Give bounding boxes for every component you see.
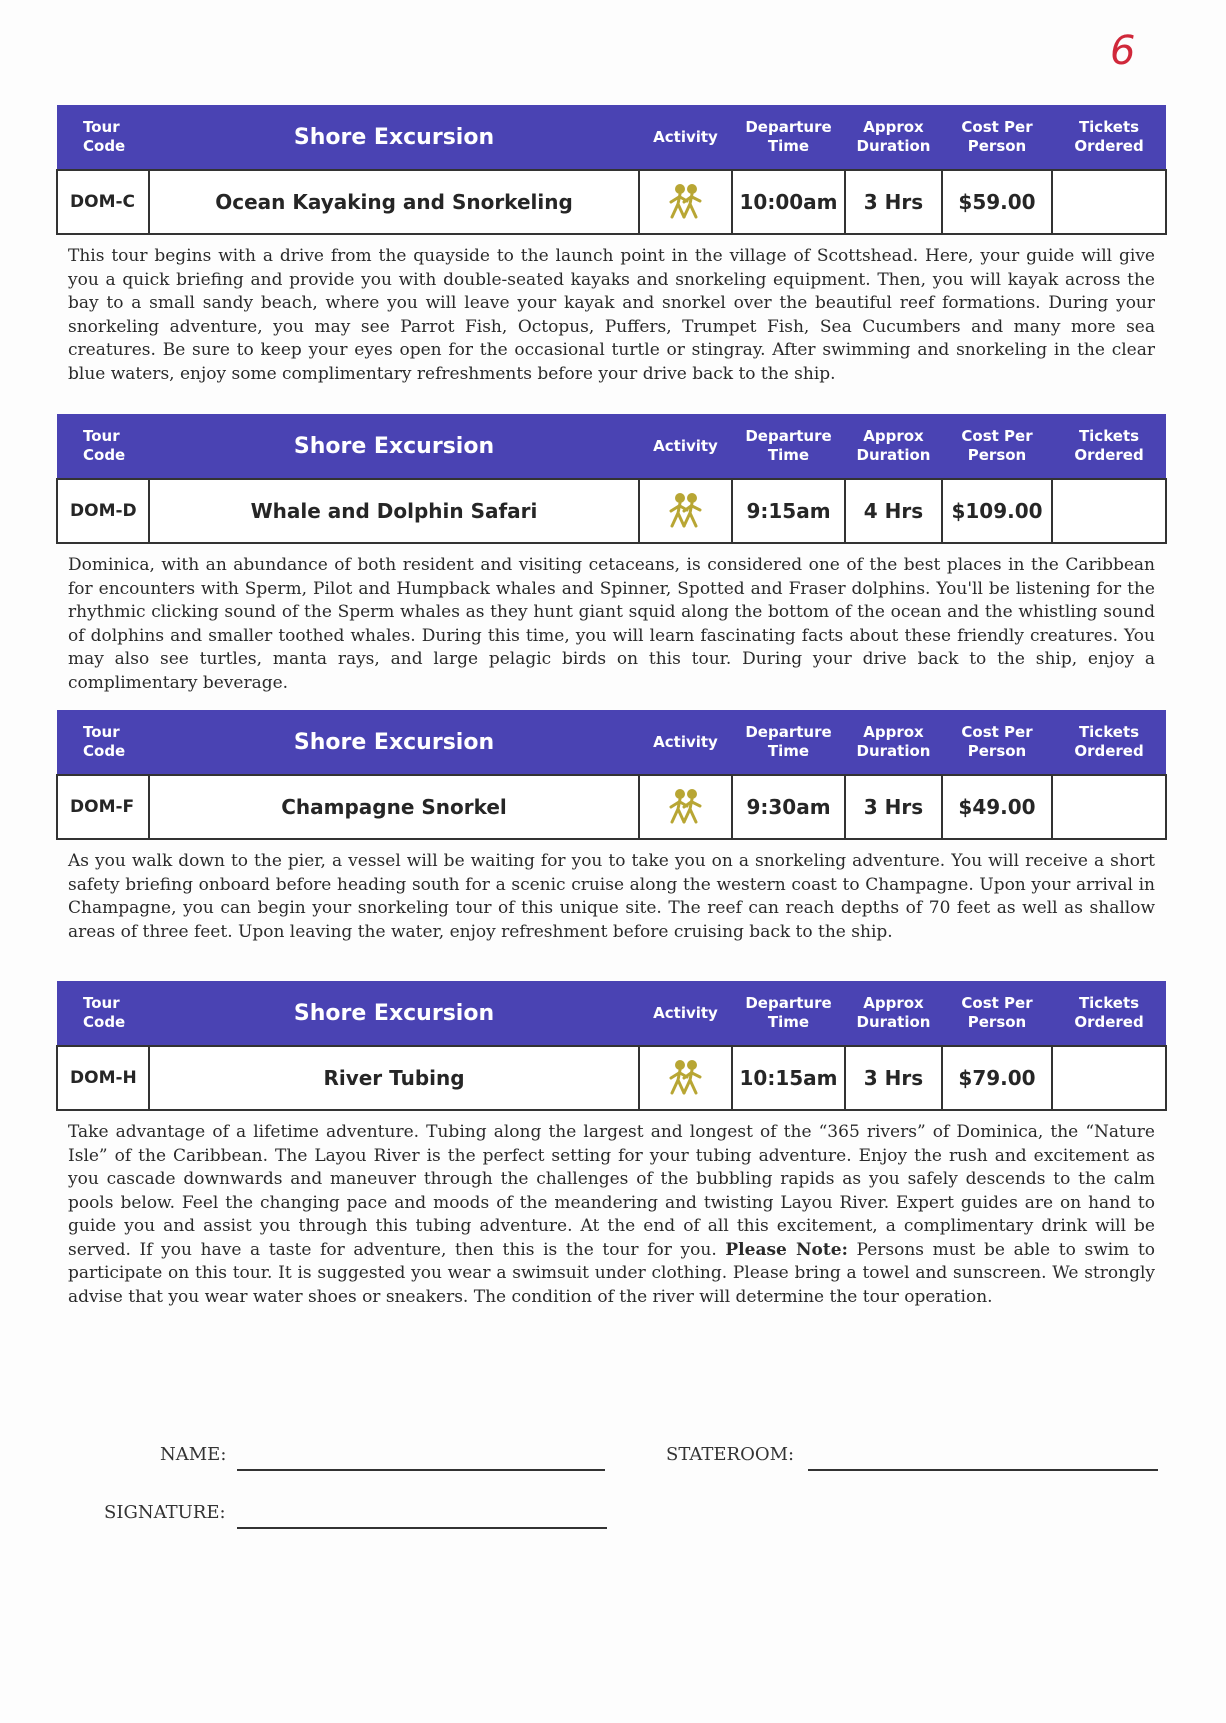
walking-people-icon xyxy=(639,170,732,234)
header-approx-duration: Approx Duration xyxy=(845,105,942,170)
tickets-ordered-field[interactable] xyxy=(1052,170,1166,234)
header-cost-per-person: Cost Per Person xyxy=(942,710,1052,775)
tour-code: DOM-C xyxy=(57,170,149,234)
table-header-row xyxy=(57,105,1166,170)
header-tour-code: Tour Code xyxy=(57,710,149,775)
header-departure-time: Departure Time xyxy=(732,981,845,1046)
tour-block-dom-c xyxy=(56,105,1165,386)
table-header-row xyxy=(57,414,1166,479)
approx-duration: 3 Hrs xyxy=(845,1046,942,1110)
tour-description: This tour begins with a drive from the quayside to the launch point in the village of Scottshead. Here, your guide will give you a quick briefing and provide you with double-seated kayaks and snorkeling equipment. Then, you will kayak across the bay to a small sandy beach, where you will leave your kayak and snorkel over the beautiful reef formations. During your snorkeling adventure, you may see Parrot Fish, Octopus, Puffers, Trumpet Fish, Sea Cucumbers and many more sea creatures. Be sure to keep your eyes open for the occasional turtle or stingray. After swimming and snorkeling in the clear blue waters, enjoy some complimentary refreshments before your drive back to the ship. xyxy=(68,246,1155,384)
tour-block-dom-f xyxy=(56,710,1165,944)
header-activity: Activity xyxy=(639,414,732,479)
stateroom-label: STATEROOM: xyxy=(666,1444,795,1465)
name-label: NAME: xyxy=(160,1444,227,1465)
walking-people-icon xyxy=(639,479,732,543)
name-field[interactable] xyxy=(237,1469,605,1471)
approx-duration: 3 Hrs xyxy=(845,775,942,839)
excursion-name: River Tubing xyxy=(149,1046,639,1110)
cost-per-person: $79.00 xyxy=(942,1046,1052,1110)
header-approx-duration: Approx Duration xyxy=(845,710,942,775)
departure-time: 9:30am xyxy=(732,775,845,839)
table-row xyxy=(57,775,1166,839)
header-tour-code: Tour Code xyxy=(57,414,149,479)
cost-per-person: $109.00 xyxy=(942,479,1052,543)
header-departure-time: Departure Time xyxy=(732,710,845,775)
walking-people-icon xyxy=(639,775,732,839)
departure-time: 10:15am xyxy=(732,1046,845,1110)
please-note-label: Please Note: xyxy=(725,1239,848,1260)
tour-table xyxy=(56,981,1167,1111)
departure-time: 9:15am xyxy=(732,479,845,543)
description-text: Take advantage of a lifetime adventure. Tubing along the largest and longest of the “365 rivers” of Dominica, the “Nature Isle” of the Caribbean. The Layou River is the perfect setting for your tubing adventure. Enjoy the rush and excitement as you cascade downwards and maneuver through the challenges of the bubbling rapids as you safely descends to the calm pools below. Feel the changing pace and moods of the meandering and twisting Layou River. Expert guides are on hand to guide you and assist you through this tubing adventure. At the end of all this excitement, a complimentary drink will be served. If you have a taste for adventure, then this is the tour for you. xyxy=(68,1122,1155,1260)
signature-label: SIGNATURE: xyxy=(104,1502,226,1523)
header-cost-per-person: Cost Per Person xyxy=(942,105,1052,170)
excursion-name: Whale and Dolphin Safari xyxy=(149,479,639,543)
tour-block-dom-h xyxy=(56,981,1165,1309)
walking-people-icon xyxy=(639,1046,732,1110)
tour-table xyxy=(56,105,1167,235)
tour-code: DOM-F xyxy=(57,775,149,839)
header-departure-time: Departure Time xyxy=(732,414,845,479)
tour-code: DOM-D xyxy=(57,479,149,543)
tour-block-dom-d xyxy=(56,414,1165,695)
table-row xyxy=(57,479,1166,543)
approx-duration: 4 Hrs xyxy=(845,479,942,543)
description-note-text: Persons must be able to swim to participate on this tour. It is suggested you wear a swimsuit under clothing. Please bring a towel and sunscreen. We strongly advise that you wear water shoes or sneakers. The condition of the river will determine the tour operation. xyxy=(68,1239,1156,1307)
excursion-name: Champagne Snorkel xyxy=(149,775,639,839)
tour-table xyxy=(56,710,1167,840)
header-shore-excursion: Shore Excursion xyxy=(149,105,639,170)
tickets-ordered-field[interactable] xyxy=(1052,775,1166,839)
tour-description: Dominica, with an abundance of both resident and visiting cetaceans, is considered one of the best places in the Caribbean for encounters with Sperm, Pilot and Humpback whales and Spinner, Spotted and Fraser dolphins. You'll be listening for the rhythmic clicking sound of the Sperm whales as they hunt giant squid along the bottom of the ocean and the whistling sound of dolphins and smaller toothed whales. During this time, you will learn fascinating facts about these friendly creatures. You may also see turtles, manta rays, and large pelagic birds on this tour. During your drive back to the ship, enjoy a complimentary beverage. xyxy=(68,555,1155,693)
header-activity: Activity xyxy=(639,981,732,1046)
cost-per-person: $59.00 xyxy=(942,170,1052,234)
header-approx-duration: Approx Duration xyxy=(845,414,942,479)
header-tour-code: Tour Code xyxy=(57,105,149,170)
tickets-ordered-field[interactable] xyxy=(1052,479,1166,543)
header-tickets-ordered: Tickets Ordered xyxy=(1052,981,1166,1046)
header-departure-time: Departure Time xyxy=(732,105,845,170)
table-row xyxy=(57,170,1166,234)
table-header-row xyxy=(57,710,1166,775)
header-cost-per-person: Cost Per Person xyxy=(942,414,1052,479)
stateroom-field[interactable] xyxy=(808,1469,1158,1471)
tour-description: As you walk down to the pier, a vessel will be waiting for you to take you on a snorkeling adventure. You will receive a short safety briefing onboard before heading south for a scenic cruise along the western coast to Champagne. Upon your arrival in Champagne, you can begin your snorkeling tour of this unique site. The reef can reach depths of 70 feet as well as shallow areas of three feet. Upon leaving the water, enjoy refreshment before cruising back to the ship. xyxy=(68,851,1155,942)
header-shore-excursion: Shore Excursion xyxy=(149,414,639,479)
header-tickets-ordered: Tickets Ordered xyxy=(1052,414,1166,479)
header-cost-per-person: Cost Per Person xyxy=(942,981,1052,1046)
approx-duration: 3 Hrs xyxy=(845,170,942,234)
table-row xyxy=(57,1046,1166,1110)
header-tour-code: Tour Code xyxy=(57,981,149,1046)
header-shore-excursion: Shore Excursion xyxy=(149,710,639,775)
header-shore-excursion: Shore Excursion xyxy=(149,981,639,1046)
header-tickets-ordered: Tickets Ordered xyxy=(1052,710,1166,775)
table-header-row xyxy=(57,981,1166,1046)
header-approx-duration: Approx Duration xyxy=(845,981,942,1046)
tour-description xyxy=(68,1121,1155,1309)
excursion-name: Ocean Kayaking and Snorkeling xyxy=(149,170,639,234)
departure-time: 10:00am xyxy=(732,170,845,234)
tickets-ordered-field[interactable] xyxy=(1052,1046,1166,1110)
tour-code: DOM-H xyxy=(57,1046,149,1110)
header-tickets-ordered: Tickets Ordered xyxy=(1052,105,1166,170)
signature-field[interactable] xyxy=(237,1527,607,1529)
page-number: 6 xyxy=(1110,28,1136,74)
cost-per-person: $49.00 xyxy=(942,775,1052,839)
header-activity: Activity xyxy=(639,105,732,170)
tour-table xyxy=(56,414,1167,544)
header-activity: Activity xyxy=(639,710,732,775)
